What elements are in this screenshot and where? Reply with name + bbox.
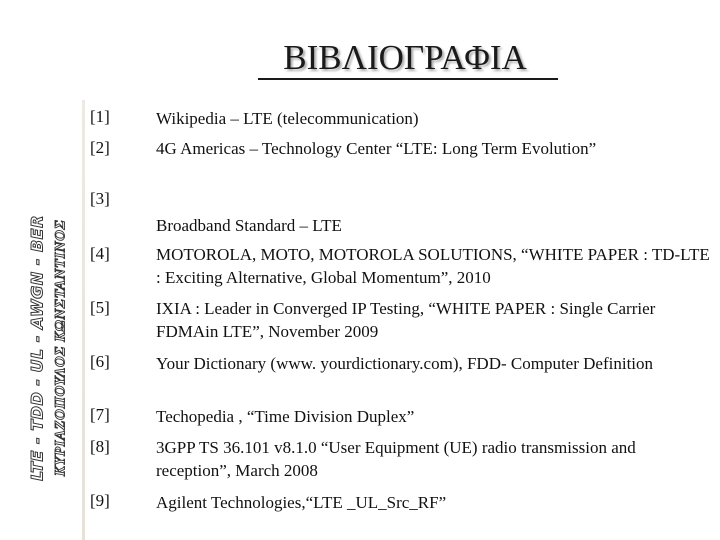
reference-number: [2] [90, 138, 110, 157]
reference-text: 4G Americas – Technology Center “LTE: Long Term Evolution” [156, 139, 597, 158]
decorative-divider [82, 100, 85, 540]
side-title [0, 0, 80, 540]
reference-text: Techopedia , “Time Division Duplex” [156, 407, 415, 426]
reference-number: [7] [90, 405, 110, 424]
reference-number: [1] [90, 107, 110, 126]
reference-number: [8] [90, 437, 110, 456]
reference-text: Wikipedia – LTE (telecommunication) [156, 109, 419, 128]
reference-text: MOTOROLA, MOTO, MOTOROLA SOLUTIONS, “WHITE PAPER : TD-LTE : Exciting Alternative, Global Momentum”, 2010 [156, 245, 710, 287]
reference-number: [6] [90, 352, 110, 371]
reference-number: [3] [90, 189, 110, 208]
reference-text: 3GPP TS 36.101 v8.1.0 “User Equipment (UE) radio transmission and reception”, March 2008 [156, 438, 674, 480]
page-title: ΒΙΒΛΙΟΓΡΑΦΙΑ [283, 38, 527, 77]
reference-number: [9] [90, 491, 110, 510]
reference-text: Your Dictionary (www. yourdictionary.com), FDD- Computer Definition [156, 354, 654, 373]
reference-number: [5] [90, 298, 110, 317]
reference-number: [4] [90, 244, 110, 263]
side-title-author: ΚΥΡΙΑΖΟΠΟΥΛΟΣ ΚΩΝΣΤΑΝΤΙΝΟΣ [52, 219, 69, 477]
side-title-topic: LTE - TDD - UL - AWGN - BER [27, 215, 47, 481]
reference-text: Broadband Standard – LTE [156, 216, 342, 235]
title-underline [258, 78, 558, 80]
reference-text: IXIA : Leader in Converged IP Testing, “WHITE PAPER : Single Carrier FDMAin LTE”, November 2009 [156, 299, 656, 341]
reference-text: Agilent Technologies,“LTE _UL_Src_RF” [156, 493, 447, 512]
